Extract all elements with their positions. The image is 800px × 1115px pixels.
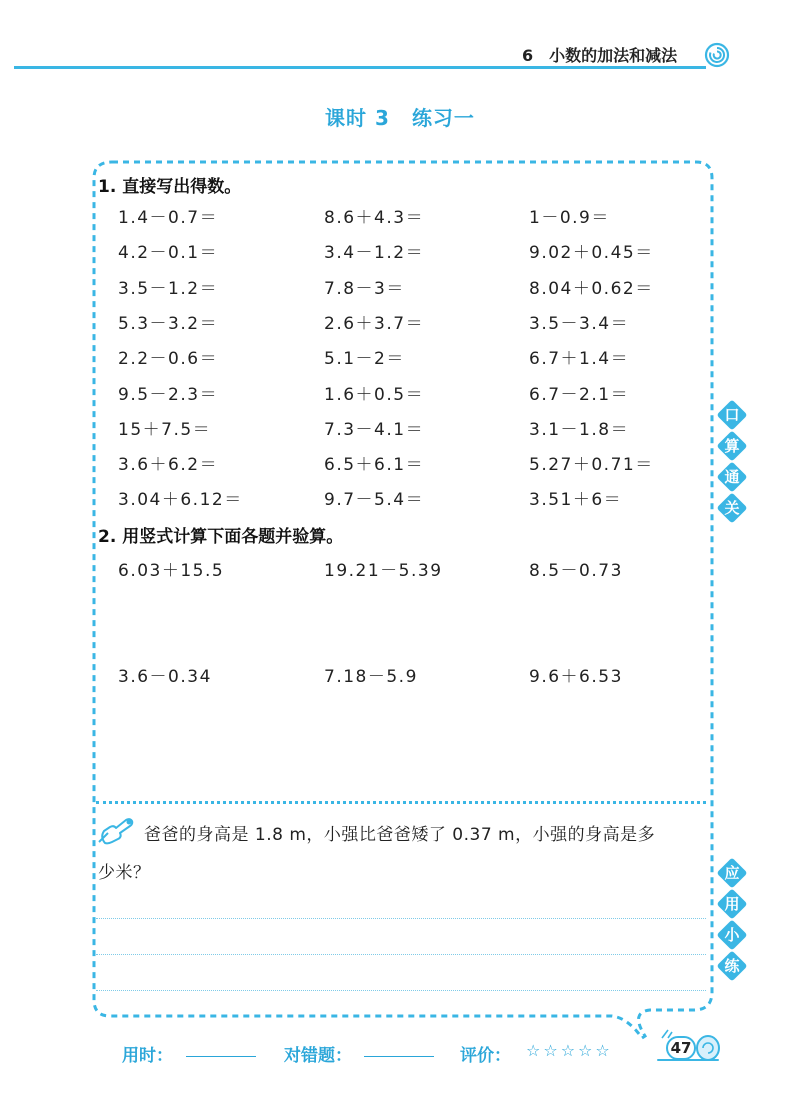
- lesson-label: 课时 3: [325, 106, 390, 130]
- oral-problem: 9.02＋0.45＝: [529, 243, 654, 264]
- side-badge: [719, 402, 745, 428]
- vertical-problem: 7.18－5.9: [324, 667, 418, 687]
- vertical-problem: 6.03＋15.5: [118, 561, 225, 581]
- chapter-number: 6: [522, 46, 534, 65]
- oral-problem: 6.7－2.1＝: [529, 384, 630, 405]
- word-problem-line1: 爸爸的身高是 1.8 m，小强比爸爸矮了 0.37 m，小强的身高是多: [144, 825, 656, 845]
- oral-problem: 2.2－0.6＝: [118, 349, 219, 370]
- header-rule: [14, 66, 706, 69]
- badge-character: 口: [724, 406, 740, 424]
- correct-label: 对错题：: [284, 1046, 352, 1066]
- writing-hand-icon: [96, 815, 136, 845]
- side-badge: [719, 433, 745, 459]
- oral-problem: 5.3－3.2＝: [118, 313, 219, 334]
- page-number: 47: [666, 1036, 696, 1060]
- badge-character: 算: [724, 437, 740, 455]
- badge-character: 用: [724, 895, 740, 913]
- time-blank: [186, 1056, 256, 1057]
- oral-problem: 5.1－2＝: [324, 349, 405, 370]
- badge-character: 练: [724, 957, 740, 975]
- lesson-title: [200, 102, 600, 131]
- oral-problem: 3.5－3.4＝: [529, 313, 630, 334]
- oral-problem: 15＋7.5＝: [118, 419, 212, 440]
- lesson-name: 练习一: [411, 106, 475, 130]
- oral-problem: 3.5－1.2＝: [118, 278, 219, 299]
- answer-line: [96, 954, 706, 955]
- rating-stars: ☆☆☆☆☆: [526, 1041, 613, 1060]
- oral-problem: 8.6＋4.3＝: [324, 208, 425, 228]
- oral-problem: 4.2－0.1＝: [118, 243, 219, 264]
- vertical-problem: 9.6＋6.53: [529, 667, 623, 687]
- side-badge: [719, 922, 745, 948]
- oral-problem: 3.51＋6＝: [529, 490, 623, 511]
- side-badge: [719, 953, 745, 979]
- chapter-heading: [522, 43, 702, 67]
- chapter-title: 小数的加法和减法: [549, 46, 678, 65]
- time-label: 用时：: [122, 1046, 173, 1066]
- oral-problem: 6.7＋1.4＝: [529, 349, 630, 370]
- oral-problem: 1－0.9＝: [529, 208, 610, 228]
- oral-problem: 9.7－5.4＝: [324, 490, 425, 511]
- side-badge: [719, 464, 745, 490]
- oral-problem: 7.8－3＝: [324, 278, 405, 299]
- side-badge: [719, 860, 745, 886]
- badge-character: 关: [724, 499, 740, 517]
- oral-problem: 8.04＋0.62＝: [529, 278, 654, 299]
- badge-character: 应: [724, 864, 740, 882]
- section2-heading: 2. 用竖式计算下面各题并验算。: [98, 527, 344, 547]
- section1-heading: 1. 直接写出得数。: [98, 177, 242, 197]
- rating-label: 评价：: [460, 1046, 511, 1066]
- side-badge: [719, 495, 745, 521]
- oral-problem: 3.4－1.2＝: [324, 243, 425, 264]
- oral-problem: 1.4－0.7＝: [118, 208, 219, 228]
- answer-line: [96, 990, 706, 991]
- vertical-problem: 8.5－0.73: [529, 561, 623, 581]
- oral-problem: 9.5－2.3＝: [118, 384, 219, 405]
- vertical-problem: 3.6－0.34: [118, 667, 212, 687]
- oral-problem: 6.5＋6.1＝: [324, 455, 425, 476]
- section-divider: [96, 801, 706, 804]
- badge-character: 通: [724, 468, 740, 486]
- side-badge: [719, 891, 745, 917]
- correct-blank: [364, 1056, 434, 1057]
- badge-character: 小: [724, 926, 740, 944]
- answer-line: [96, 918, 706, 919]
- oral-problem: 3.6＋6.2＝: [118, 455, 219, 476]
- oral-problem: 3.1－1.8＝: [529, 419, 630, 440]
- oral-problem: 3.04＋6.12＝: [118, 490, 243, 511]
- oral-problem: 1.6＋0.5＝: [324, 384, 425, 405]
- vertical-problem: 19.21－5.39: [324, 561, 443, 581]
- oral-problem: 2.6＋3.7＝: [324, 313, 425, 334]
- oral-problem: 7.3－4.1＝: [324, 419, 425, 440]
- oral-problem: 5.27＋0.71＝: [529, 455, 654, 476]
- word-problem-line2: 少米？: [98, 863, 151, 883]
- spiral-icon: [704, 42, 730, 68]
